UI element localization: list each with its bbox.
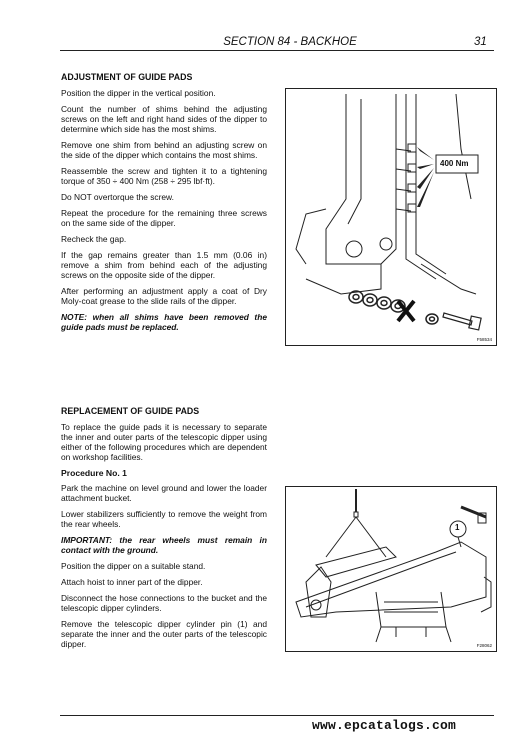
figure-code: F28062: [476, 643, 492, 648]
paragraph: Park the machine on level ground and lower the loader attachment bucket.: [61, 483, 267, 503]
procedure-title: Procedure No. 1: [61, 468, 127, 478]
paragraph: Position the dipper on a suitable stand.: [61, 561, 206, 571]
paragraph: Recheck the gap.: [61, 234, 127, 244]
figure-dipper-hoist: [285, 486, 497, 652]
paragraph: Disconnect the hose connections to the bucket and the telescopic dipper cylinders.: [61, 593, 267, 613]
pin-callout: 1: [455, 523, 460, 532]
header-divider: [60, 50, 494, 51]
paragraph: Position the dipper in the vertical position.: [61, 88, 216, 98]
footer-divider: [60, 715, 494, 716]
guide-pads-adjustment-section: [61, 72, 267, 338]
footer-url: www.epcatalogs.com: [312, 718, 457, 733]
note: NOTE: when all shims have been removed the guide pads must be replaced.: [61, 312, 267, 332]
paragraph: Count the number of shims behind the adjusting screws on the left and right hand sides of the dipper to determine which side has the most shims.: [61, 104, 267, 134]
paragraph: Do NOT overtorque the screw.: [61, 192, 174, 202]
guide-pads-replacement-section: [61, 406, 267, 655]
paragraph: If the gap remains greater than 1.5 mm (0.06 in) remove a shim from behind each of the adjusting screws on the opposite side of the dipper.: [61, 250, 267, 280]
paragraph: Attach hoist to inner part of the dipper.: [61, 577, 203, 587]
dipper-illustration: [286, 89, 496, 345]
paragraph: Remove one shim from behind an adjusting screw on the side of the dipper which contains the most shims.: [61, 140, 267, 160]
paragraph: Lower stabilizers sufficiently to remove the weight from the rear wheels.: [61, 509, 267, 529]
important-note: IMPORTANT: the rear wheels must remain in contact with the ground.: [61, 535, 267, 555]
section-heading-adjustment: ADJUSTMENT OF GUIDE PADS: [61, 72, 193, 82]
hoist-illustration: [286, 487, 496, 651]
page-number: 31: [474, 36, 487, 48]
figure-code: F58534: [476, 337, 492, 342]
torque-callout: 400 Nm: [440, 159, 469, 168]
section-title: SECTION 84 - BACKHOE: [223, 36, 357, 48]
paragraph: Reassemble the screw and tighten it to a tightening torque of 350 ÷ 400 Nm (258 ÷ 295 lbf·ft).: [61, 166, 267, 186]
paragraph: To replace the guide pads it is necessary to separate the inner and outer parts of the telescopic dipper using either of the following procedures which are dependent on workshop facilities.: [61, 422, 267, 462]
paragraph: Remove the telescopic dipper cylinder pin (1) and separate the inner and the outer parts of the telescopic dipper.: [61, 619, 267, 649]
paragraph: Repeat the procedure for the remaining three screws on the same side of the dipper.: [61, 208, 267, 228]
paragraph: After performing an adjustment apply a coat of Dry Moly-coat grease to the slide rails of the dipper.: [61, 286, 267, 306]
figure-guide-pads: [285, 88, 497, 346]
section-heading-replacement: REPLACEMENT OF GUIDE PADS: [61, 406, 200, 416]
